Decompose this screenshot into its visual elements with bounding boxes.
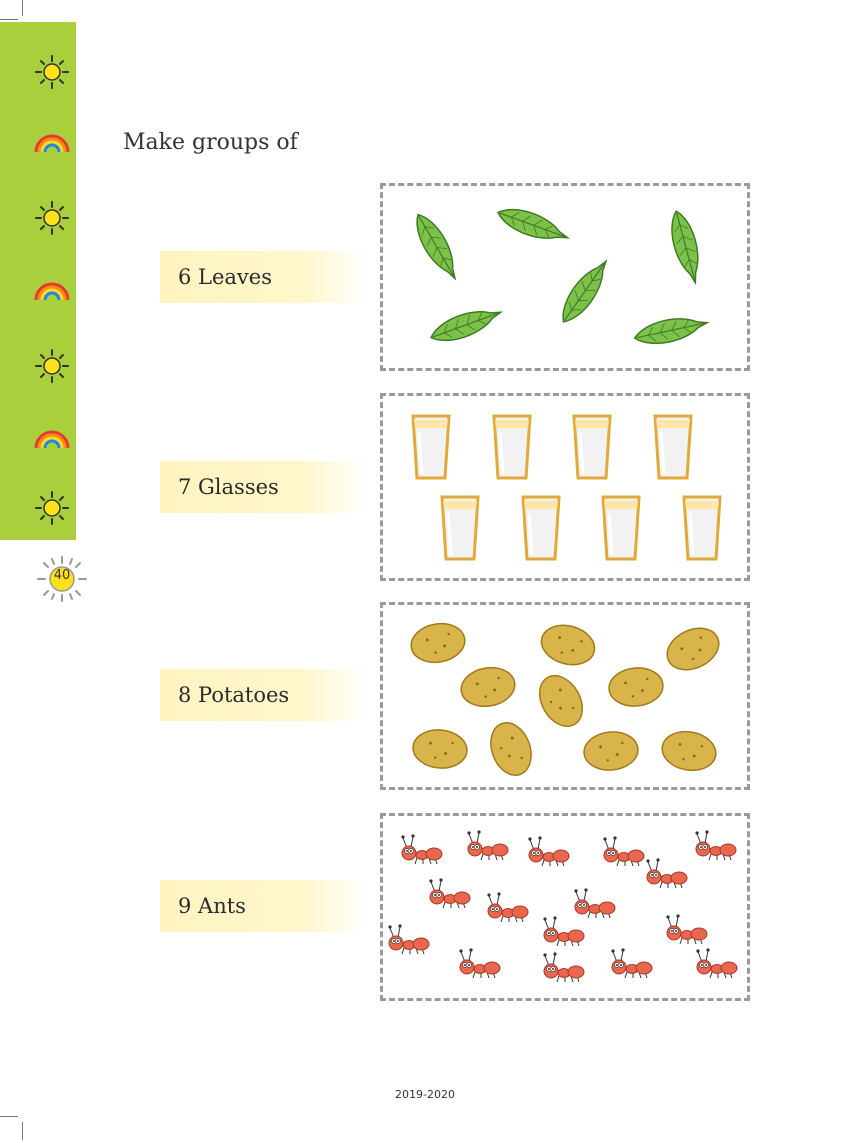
crop-mark [22,0,23,16]
group-label-glasses: 7 Glasses [160,461,366,513]
leaves-illustration [383,186,747,368]
ant-icon [603,836,644,866]
potato-icon [458,664,518,711]
potato-icon [659,728,719,775]
potato-icon [660,620,725,677]
ant-icon [543,952,584,982]
glass-icon [603,497,639,559]
ants-illustration [383,816,747,998]
page-number-badge [34,555,90,603]
potato-icon [607,666,664,709]
glass-icon [655,416,691,478]
leaf-icon [666,208,706,285]
leaf-icon [427,302,504,348]
ant-icon [696,948,737,978]
rainbow-icon [30,418,74,458]
leaves-box [380,183,750,371]
group-label-potatoes: 8 Potatoes [160,669,366,721]
ants-box [380,813,750,1001]
sidebar-strip [0,22,76,540]
potato-icon [531,668,591,734]
potato-icon [411,728,468,771]
ant-icon [646,858,687,888]
glass-icon [442,497,478,559]
potato-icon [582,730,639,773]
ant-icon [666,914,707,944]
ant-icon [467,830,508,860]
glass-icon [523,497,559,559]
ant-icon [695,830,736,860]
ant-icon [388,924,429,954]
ant-icon [543,916,584,946]
leaf-icon [555,255,615,328]
glass-icon [574,416,610,478]
sun-icon [30,198,74,238]
glass-icon [494,416,530,478]
glasses-box [380,393,750,581]
leaf-icon [632,312,709,349]
potatoes-illustration [383,605,747,787]
potato-icon [484,717,538,781]
potato-icon [408,620,468,667]
page-number: 40 [53,568,71,583]
sun-icon [30,488,74,528]
instruction-text: Make groups of [123,130,298,155]
crop-mark [0,1116,18,1117]
ant-icon [487,892,528,922]
potatoes-box [380,602,750,790]
ant-icon [401,834,442,864]
leaf-icon [494,202,571,248]
footer-year: 2019-2020 [395,1088,455,1101]
glass-icon [413,416,449,478]
ant-icon [574,888,615,918]
ant-icon [459,948,500,978]
potato-icon [537,620,599,671]
crop-mark [0,19,18,20]
sun-icon [30,52,74,92]
group-label-ants: 9 Ants [160,880,366,932]
crop-mark [22,1122,23,1140]
group-label-leaves: 6 Leaves [160,251,366,303]
ant-icon [429,878,470,908]
rainbow-icon [30,270,74,310]
ant-icon [528,836,569,866]
ant-icon [611,948,652,978]
rainbow-icon [30,122,74,162]
glass-icon [684,497,720,559]
glasses-illustration [383,396,747,578]
sun-icon [30,346,74,386]
leaf-icon [409,209,465,284]
